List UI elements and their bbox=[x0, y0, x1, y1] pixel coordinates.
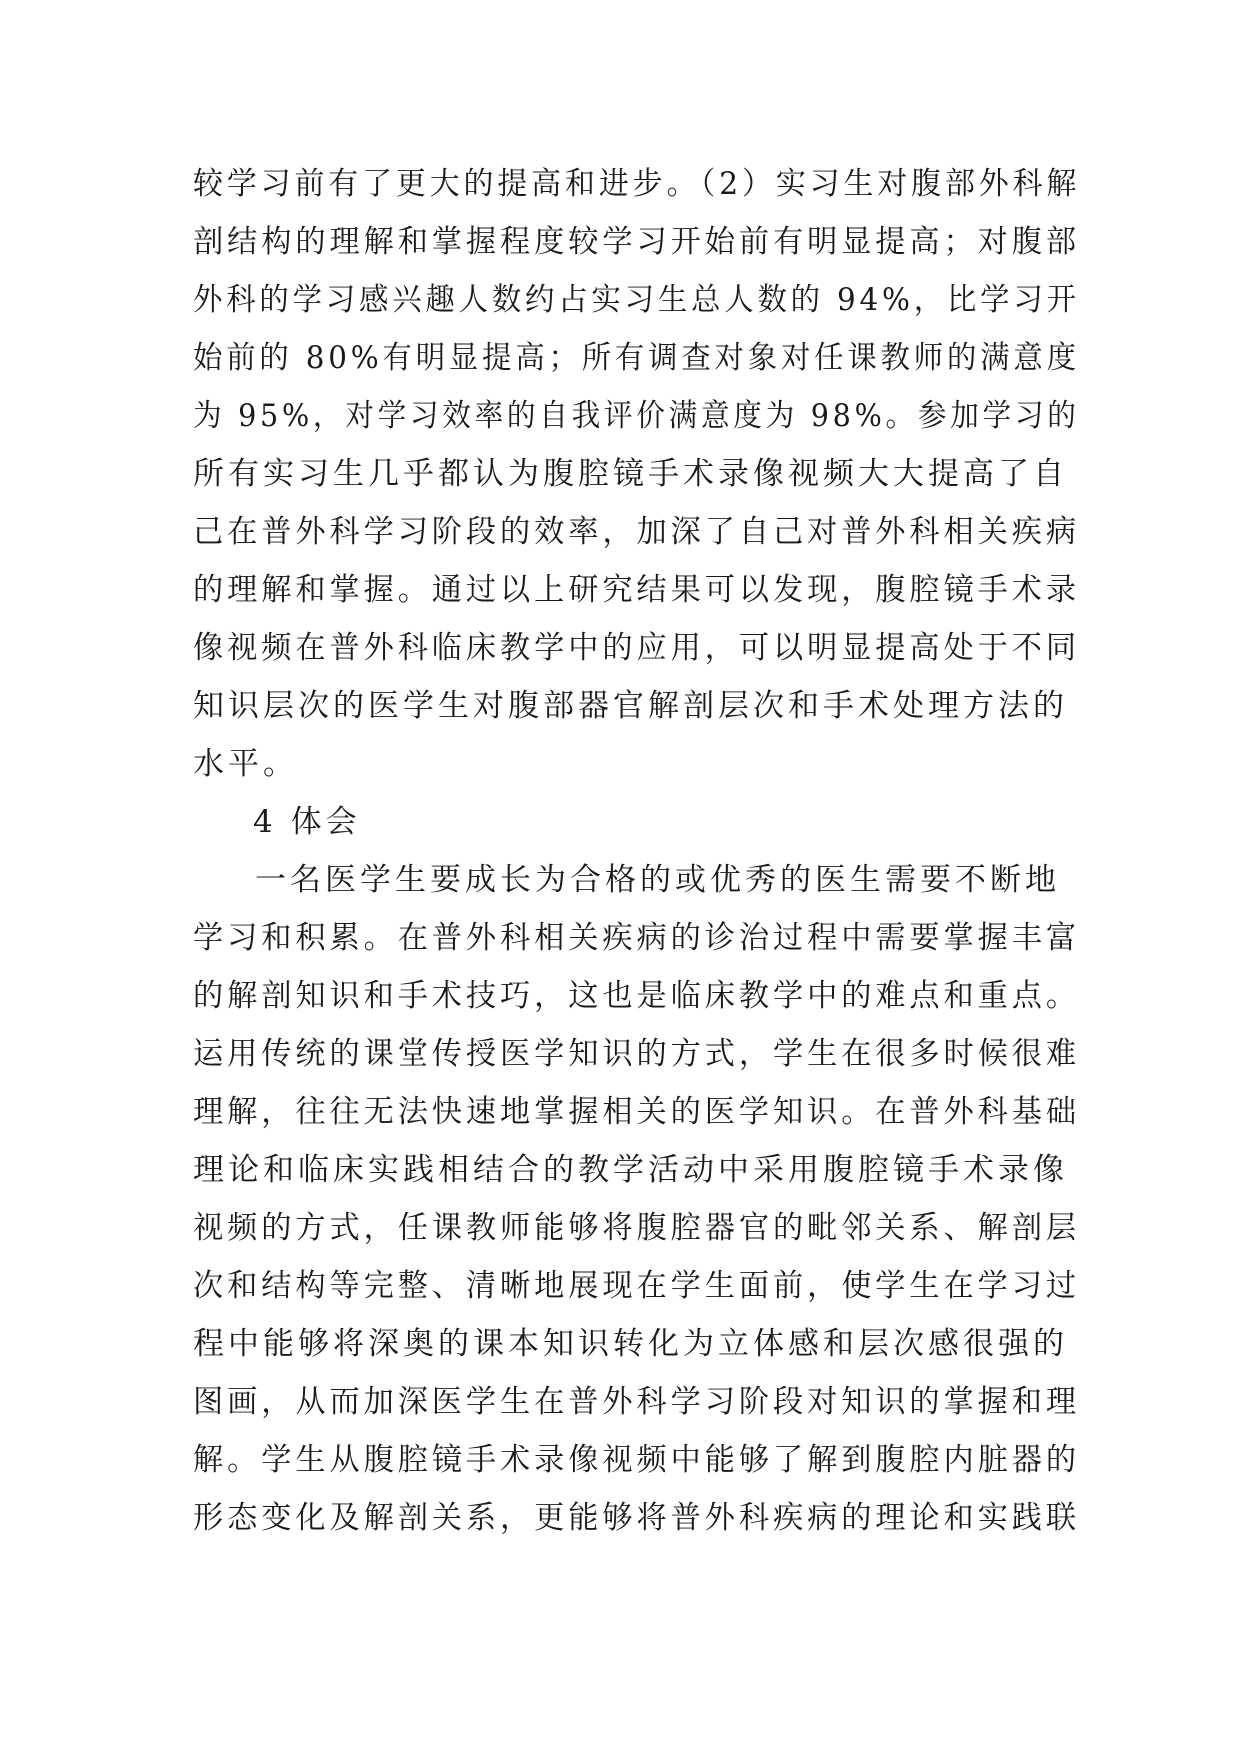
text-line: 运用传统的课堂传授医学知识的方式，学生在很多时候很难 bbox=[193, 1036, 1080, 1072]
text-line: 形态变化及解剖关系，更能够将普外科疾病的理论和实践联 bbox=[193, 1500, 1080, 1536]
text-line: 程中能够将深奥的课本知识转化为立体感和层次感很强的 bbox=[193, 1326, 1068, 1362]
text-line: 较学习前有了更大的提高和进步。（2）实习生对腹部外科解 bbox=[193, 166, 1081, 202]
text-line: 己在普外科学习阶段的效率，加深了自己对普外科相关疾病 bbox=[193, 514, 1080, 550]
text-line: 理论和临床实践相结合的教学活动中采用腹腔镜手术录像 bbox=[193, 1152, 1068, 1188]
text-line: 知识层次的医学生对腹部器官解剖层次和手术处理方法的 bbox=[193, 688, 1068, 724]
text-line: 像视频在普外科临床教学中的应用，可以明显提高处于不同 bbox=[193, 630, 1080, 666]
text-line: 的解剖知识和手术技巧，这也是临床教学中的难点和重点。 bbox=[193, 978, 1080, 1014]
text-line: 解。学生从腹腔镜手术录像视频中能够了解到腹腔内脏器的 bbox=[193, 1442, 1080, 1478]
text-line: 次和结构等完整、清晰地展现在学生面前，使学生在学习过 bbox=[193, 1268, 1080, 1304]
text-line: 理解，往往无法快速地掌握相关的医学知识。在普外科基础 bbox=[193, 1094, 1080, 1130]
text-line: 一名医学生要成长为合格的或优秀的医生需要不断地 bbox=[255, 862, 1060, 898]
text-line: 水平。 bbox=[193, 746, 298, 782]
text-line: 学习和积累。在普外科相关疾病的诊治过程中需要掌握丰富 bbox=[193, 920, 1080, 956]
text-line: 所有实习生几乎都认为腹腔镜手术录像视频大大提高了自 bbox=[193, 456, 1068, 492]
text-line: 图画，从而加深医学生在普外科学习阶段对知识的掌握和理 bbox=[193, 1384, 1080, 1420]
text-line: 剖结构的理解和掌握程度较学习开始前有明显提高；对腹部 bbox=[193, 224, 1080, 260]
text-line: 的理解和掌握。通过以上研究结果可以发现，腹腔镜手术录 bbox=[193, 572, 1080, 608]
section-heading: 4 体会 bbox=[253, 804, 361, 840]
text-line: 为 95%，对学习效率的自我评价满意度为 98%。参加学习的 bbox=[193, 398, 1080, 434]
text-line: 外科的学习感兴趣人数约占实习生总人数的 94%，比学习开 bbox=[193, 282, 1080, 318]
text-line: 视频的方式，任课教师能够将腹腔器官的毗邻关系、解剖层 bbox=[193, 1210, 1080, 1246]
text-line: 始前的 80%有明显提高；所有调查对象对任课教师的满意度 bbox=[193, 340, 1080, 376]
